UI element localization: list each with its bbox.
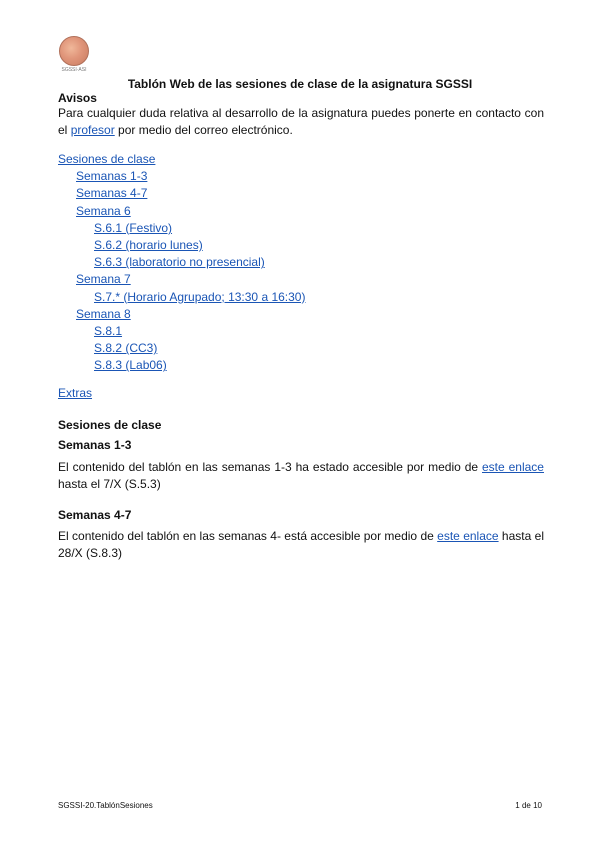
toc-link-s7-agrupado[interactable]: S.7.* (Horario Agrupado; 13:30 a 16:30) bbox=[94, 289, 306, 304]
avisos-text-before: Para cualquier duda relativa al desarrollo de la asignatura puedes ponerte en contacto con el bbox=[58, 106, 544, 137]
semanas-1-3-heading: Semanas 1-3 bbox=[58, 438, 132, 452]
avisos-text-after: por medio del correo electrónico. bbox=[114, 123, 293, 137]
toc-link-extras[interactable]: Extras bbox=[58, 386, 93, 400]
avisos-heading: Avisos bbox=[58, 91, 97, 105]
toc-link-s6-1[interactable]: S.6.1 (Festivo) bbox=[94, 220, 173, 235]
semanas-4-7-heading: Semanas 4-7 bbox=[58, 508, 132, 522]
toc-link-semana-6[interactable]: Semana 6 bbox=[76, 203, 131, 218]
sesiones-heading: Sesiones de clase bbox=[58, 418, 162, 432]
toc-link-semanas-1-3[interactable]: Semanas 1-3 bbox=[76, 169, 148, 184]
s47-text-after: hasta el 28/X (S.8.3) bbox=[58, 529, 544, 560]
university-logo bbox=[58, 36, 90, 76]
s13-text-before: El contenido del tablón en las semanas 1-3 ha estado accesible por medio de bbox=[58, 460, 482, 474]
seal-icon bbox=[59, 36, 89, 66]
toc-link-semana-7[interactable]: Semana 7 bbox=[76, 272, 131, 287]
s47-text-before: El contenido del tablón en las semanas 4- está accesible por medio de bbox=[58, 529, 438, 543]
toc-link-s8-1[interactable]: S.8.1 bbox=[94, 324, 123, 339]
s13-text-after: hasta el 7/X (S.5.3) bbox=[58, 477, 161, 491]
profesor-link[interactable]: profesor bbox=[70, 123, 115, 137]
avisos-paragraph bbox=[58, 105, 544, 139]
toc-link-s6-2[interactable]: S.6.2 (horario lunes) bbox=[94, 238, 203, 253]
s13-este-enlace-link[interactable]: este enlace bbox=[482, 460, 544, 474]
toc-link-s8-3[interactable]: S.8.3 (Lab06) bbox=[94, 358, 167, 373]
toc-link-semanas-4-7[interactable]: Semanas 4-7 bbox=[76, 186, 148, 201]
s47-este-enlace-link[interactable]: este enlace bbox=[437, 529, 499, 543]
toc-link-s8-2[interactable]: S.8.2 (CC3) bbox=[94, 341, 158, 356]
table-of-contents bbox=[58, 151, 305, 375]
footer-page-number: 1 de 10 bbox=[515, 801, 542, 810]
semanas-4-7-paragraph bbox=[58, 528, 544, 562]
toc-link-s6-3[interactable]: S.6.3 (laboratorio no presencial) bbox=[94, 255, 265, 270]
footer-document-name: SGSSI-20.TablónSesiones bbox=[58, 801, 153, 810]
page-title: Tablón Web de las sesiones de clase de la asignatura SGSSI bbox=[127, 77, 473, 91]
toc-link-sesiones-de-clase[interactable]: Sesiones de clase bbox=[58, 152, 156, 166]
semanas-1-3-paragraph bbox=[58, 459, 544, 493]
toc-link-semana-8[interactable]: Semana 8 bbox=[76, 306, 131, 321]
logo-caption: SGSSI·ASI bbox=[61, 67, 87, 73]
